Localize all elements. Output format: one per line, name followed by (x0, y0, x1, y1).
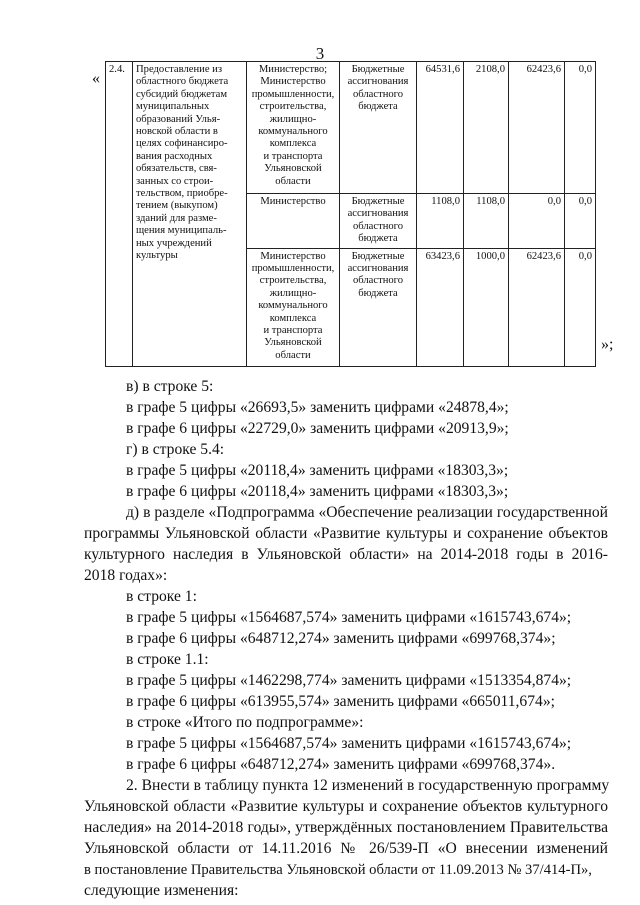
activity-description-line: тельством, приобре- (136, 188, 228, 200)
responsible-line: жилищно- (269, 287, 317, 299)
body-line: д) в разделе «Подпрограмма «Обеспечение реализации государственной (126, 504, 608, 521)
body-line: в графе 5 цифры «20118,4» заменить цифрами «18303,3»; (126, 462, 509, 479)
responsible-line: комплекса (269, 138, 317, 150)
responsible-line: Ульяновской (264, 337, 322, 349)
body-line: в графе 6 цифры «648712,274» заменить цифрами «699768,374»; (126, 630, 556, 647)
body-line: программы Ульяновской области «Развитие культуры и сохранение объектов (84, 525, 608, 542)
body-line: в графе 6 цифры «20118,4» заменить цифрами «18303,3»; (126, 483, 509, 500)
page-number: 3 (315, 44, 325, 63)
amount-2017-cell: 62423,6 (509, 62, 565, 194)
body-line: Ульяновской области «Развитие культуры и сохранение объектов культурного (84, 798, 608, 815)
total-amount-cell: 1108,0 (417, 194, 464, 249)
activity-description-line: муниципальных (136, 101, 210, 113)
amount-2017-cell: 62423,6 (509, 248, 565, 366)
responsible-line: жилищно- (269, 113, 317, 125)
responsible-line: коммунального (258, 300, 328, 312)
amount-2018-cell: 0,0 (565, 248, 596, 366)
activity-description-line: занных со строи- (136, 175, 214, 187)
funding-source-line: Бюджетные (351, 64, 405, 75)
responsible-line: промышленности, (251, 88, 335, 100)
funding-source-line: областного (352, 88, 404, 100)
body-line: 2. Внести в таблицу пункта 12 изменений в государственную программу (126, 777, 610, 794)
activity-description-cell (133, 62, 247, 367)
responsible-cell (247, 62, 340, 194)
activity-description-line: образований Улья- (136, 113, 221, 125)
program-activity-table (105, 61, 596, 367)
body-line: в строке «Итого по подпрограмме»: (126, 714, 364, 731)
responsible-cell (247, 248, 340, 366)
funding-source-line: областного (352, 220, 404, 232)
body-line: в графе 5 цифры «1564687,574» заменить цифрами «1615743,674»; (126, 609, 572, 626)
body-line: следующие изменения: (84, 882, 239, 899)
body-line: культурного наследия в Ульяновской области» на 2014-2018 годы в 2016- (84, 546, 608, 563)
body-line: в) в строке 5: (126, 378, 214, 395)
funding-source-cell (340, 62, 417, 194)
body-line: в строке 1: (126, 588, 197, 605)
activity-description-line: щения муниципаль- (136, 225, 227, 237)
table-opening-quote: « (92, 70, 100, 87)
responsible-line: области (275, 175, 311, 187)
body-line: наследия» на 2014-2018 годы», утверждённых постановлением Правительства (84, 819, 608, 836)
activity-description-line: новской области в (136, 126, 218, 138)
amount-2018-cell: 0,0 (565, 194, 596, 249)
body-line: в графе 6 цифры «648712,274» заменить цифрами «699768,374». (126, 756, 556, 773)
activity-description-line: тением (выкупом) (136, 200, 218, 212)
responsible-line: промышленности, (251, 263, 335, 275)
activity-description-line: вания расходных (136, 150, 213, 162)
funding-source-line: ассигнования (347, 208, 409, 220)
activity-description-line: субсидий бюджетам (136, 88, 228, 100)
responsible-line: области (275, 349, 311, 361)
funding-source-line: ассигнования (347, 263, 409, 275)
responsible-line: коммунального (258, 126, 328, 138)
body-line: г) в строке 5.4: (126, 441, 225, 458)
funding-source-line: бюджета (358, 287, 398, 299)
responsible-line: Министерство (260, 196, 326, 207)
responsible-line: Министерство; (258, 64, 328, 75)
responsible-line: строительства, (259, 275, 327, 287)
amount-2016-cell: 1108,0 (464, 194, 509, 249)
body-line: в постановление Правительства Ульяновской области от 11.09.2013 № 37/414-П», (84, 862, 592, 878)
activity-description-line: ных учреждений (136, 237, 212, 249)
body-line: в графе 5 цифры «1564687,574» заменить цифрами «1615743,674»; (126, 735, 572, 752)
responsible-line: и транспорта (263, 325, 323, 337)
total-amount-cell: 63423,6 (417, 248, 464, 366)
funding-source-cell (340, 248, 417, 366)
activity-description-line: целях софинансиро- (136, 138, 228, 150)
responsible-line: комплекса (269, 312, 317, 324)
table-closing-quote: »; (601, 336, 614, 353)
amount-2017-cell: 0,0 (509, 194, 565, 249)
funding-source-line: Бюджетные (351, 250, 405, 262)
body-line: в графе 5 цифры «1462298,774» заменить цифрами «1513354,874»; (126, 672, 572, 689)
activity-description-line: культуры (136, 250, 178, 262)
activity-description-line: областного бюджета (136, 76, 229, 88)
responsible-line: и транспорта (263, 150, 323, 162)
body-line: в графе 6 цифры «22729,0» заменить цифрами «20913,9»; (126, 420, 509, 437)
responsible-line: строительства, (259, 101, 327, 113)
amount-2018-cell: 0,0 (565, 62, 596, 194)
funding-source-line: Бюджетные (351, 196, 405, 207)
funding-source-line: областного (352, 275, 404, 287)
funding-source-cell (340, 194, 417, 249)
total-amount-cell: 64531,6 (417, 62, 464, 194)
row-number-cell: 2.4. (106, 62, 133, 367)
responsible-line: Министерство (260, 76, 326, 88)
activity-description-line: обязательств, свя- (136, 163, 217, 175)
activity-description-line: Предоставление из (136, 64, 223, 75)
responsible-line: Ульяновской (264, 163, 322, 175)
body-line: Ульяновской области от 14.11.2016 № 26/539-П «О внесении изменений (84, 840, 608, 857)
funding-source-line: ассигнования (347, 76, 409, 88)
funding-source-line: бюджета (358, 101, 398, 113)
body-line: в графе 5 цифры «26693,5» заменить цифрами «24878,4»; (126, 399, 509, 416)
body-line: 2018 годах»: (84, 567, 168, 584)
responsible-line: Министерство (260, 250, 326, 262)
activity-description-line: зданий для разме- (136, 212, 217, 224)
responsible-cell (247, 194, 340, 249)
body-line: в графе 6 цифры «613955,574» заменить цифрами «665011,674»; (126, 693, 555, 710)
body-line: в строке 1.1: (126, 651, 209, 668)
funding-source-line: бюджета (358, 233, 398, 245)
amount-2016-cell: 2108,0 (464, 62, 509, 194)
amount-2016-cell: 1000,0 (464, 248, 509, 366)
